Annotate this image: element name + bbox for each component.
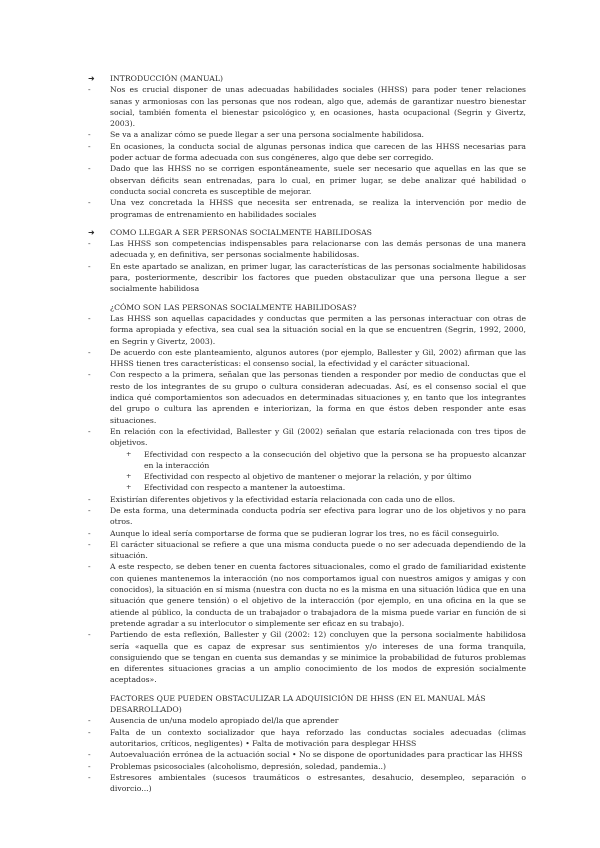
list-item bbox=[88, 715, 526, 726]
plus-bullet: + bbox=[126, 483, 132, 492]
dash-bullet: - bbox=[88, 347, 91, 357]
dash-bullet: - bbox=[88, 141, 91, 151]
dash-bullet: - bbox=[88, 750, 91, 760]
dash-bullet: - bbox=[88, 85, 91, 95]
item-text: Existirían diferentes objetivos y la efectividad estaría relacionada con cada uno de ellos. bbox=[110, 494, 456, 504]
item-text: Autoevaluación errónea de la actuación social • No se dispone de oportunidades para practicar las HHSS bbox=[110, 750, 523, 760]
plus-bullet: + bbox=[126, 449, 132, 458]
list-item bbox=[88, 539, 526, 562]
dash-bullet: - bbox=[88, 494, 91, 504]
sub-list-item bbox=[88, 482, 526, 493]
section-heading bbox=[88, 227, 526, 238]
section-como-llegar bbox=[88, 227, 526, 295]
dash-bullet: - bbox=[88, 313, 91, 323]
item-text: A este respecto, se deben tener en cuenta factores situacionales, como el grado de familiaridad existente con quienes mantenemos la interacción (no nos comportamos igual con nuestros amigos y amigas y con conocidos), la situación en sí misma (nuestra con ducta no es la misma en una situación lúdica que en una situación que genere tensión) o el objetivo de la interacción (por ejemplo, en una oficina en la que se atiende al público, la conducta de un trabajador o trabajadora de la misma puede variar en función de si pretende agradar a su interlocutor o simplemente ser eficaz en su trabajo). bbox=[110, 562, 526, 628]
list-item bbox=[88, 727, 526, 750]
dash-bullet: - bbox=[88, 630, 91, 640]
list-item bbox=[88, 84, 526, 129]
heading-text: COMO LLEGAR A SER PERSONAS SOCIALMENTE HABILIDOSAS bbox=[110, 227, 372, 237]
list-item bbox=[88, 494, 526, 505]
sub-list-item bbox=[88, 471, 526, 482]
item-text: Las HHSS son aquellas capacidades y conductas que permiten a las personas interactuar con otras de forma apropiada y efectiva, sea cual sea la situación social en la que se encuentren (Segrin, 1992, 2000, en Segrin y Givertz, 2003). bbox=[110, 313, 526, 346]
section-heading: ¿CÓMO SON LAS PERSONAS SOCIALMENTE HABILIDOSAS? bbox=[110, 302, 357, 312]
section-como-son bbox=[88, 302, 526, 686]
dash-bullet: - bbox=[88, 727, 91, 737]
list-item bbox=[88, 505, 526, 528]
item-text: Se va a analizar cómo se puede llegar a ser una persona socialmente habilidosa. bbox=[110, 130, 424, 140]
item-text: De acuerdo con este planteamiento, algunos autores (por ejemplo, Ballester y Gil, 2002) afirman que las HHSS tienen tres características: el consenso social, la efectividad y el carácter situacional. bbox=[110, 347, 526, 369]
list-item bbox=[88, 426, 526, 449]
list-item bbox=[88, 238, 526, 261]
list-item bbox=[88, 749, 526, 760]
item-text: Aunque lo ideal sería comportarse de forma que se pudieran lograr los tres, no es fácil conseguirlo. bbox=[110, 528, 500, 538]
item-text: Las HHSS son competencias indispensables para relacionarse con las demás personas de una manera adecuada y, en definitiva, ser personas socialmente habilidosas. bbox=[110, 239, 526, 260]
list-item bbox=[88, 772, 526, 795]
item-text: Efectividad con respecto al objetivo de mantener o mejorar la relación, y por último bbox=[144, 472, 472, 482]
dash-bullet: - bbox=[88, 772, 91, 782]
dash-bullet: - bbox=[88, 426, 91, 436]
list-item bbox=[88, 129, 526, 140]
list-item bbox=[88, 561, 526, 629]
dash-bullet: - bbox=[88, 716, 91, 726]
list-item bbox=[88, 163, 526, 197]
section-heading: FACTORES QUE PUEDEN OBSTACULIZAR LA ADQUISICIÓN DE HHSS (EN EL MANUAL MÁS DESARROLLADO) bbox=[110, 693, 486, 715]
dash-bullet: - bbox=[88, 505, 91, 515]
dash-bullet: - bbox=[88, 130, 91, 140]
item-text: En relación con la efectividad, Ballester y Gil (2002) señalan que estaría relacionada con tres tipos de objetivos. bbox=[110, 426, 526, 448]
item-text: Efectividad con respecto a mantener la autoestima. bbox=[144, 483, 346, 493]
item-text: Problemas psicosociales (alcoholismo, depresión, soledad, pandemia..) bbox=[110, 761, 386, 771]
dash-bullet: - bbox=[88, 164, 91, 174]
list-item bbox=[88, 369, 526, 425]
dash-bullet: - bbox=[88, 539, 91, 549]
item-text: Falta de un contexto socializador que haya reforzado las conductas sociales adecuadas (climas autoritarios, críticos, negligentes) • Falta de motivación para desplegar HHSS bbox=[110, 727, 526, 748]
arrow-icon: ➜ bbox=[88, 74, 95, 83]
dash-bullet: - bbox=[88, 239, 91, 249]
list-item bbox=[88, 629, 526, 685]
item-text: Dado que las HHSS no se corrigen espontáneamente, suele ser necesario que aquellas en las que se observan déficits sean entrenadas, para lo cual, en primer lugar, se debe analizar qué habilidad o conducta social concreta es susceptible de mejorar. bbox=[110, 164, 526, 196]
arrow-icon: ➜ bbox=[88, 227, 95, 237]
item-text: Efectividad con respecto a la consecución del objetivo que la persona se ha propuesto alcanzar en la interacción bbox=[144, 449, 526, 470]
item-text: Nos es crucial disponer de unas adecuadas habilidades sociales (HHSS) para poder tener relaciones sanas y armoniosas con las personas que nos rodean, algo que, además de garantizar nuestro bienestar social, también fomenta el bienestar psicológico y, en ocasiones, hasta ocupacional (Segrin y Givertz, 2003). bbox=[110, 85, 526, 129]
dash-bullet: - bbox=[88, 198, 91, 208]
dash-bullet: - bbox=[88, 562, 91, 572]
item-text: El carácter situacional se refiere a que una misma conducta puede o no ser adecuada dependiendo de la situación. bbox=[110, 539, 526, 561]
section-factores bbox=[88, 693, 526, 795]
document-body bbox=[88, 73, 526, 794]
item-text: Partiendo de esta reflexión, Ballester y Gil (2002: 12) concluyen que la persona socialmente habilidosa sería «aquella que es capaz de expresar sus sentimientos y/o intereses de una forma tranquila, consiguiendo que se tengan en cuenta sus demandas y se minimice la probabilidad de futuros problemas en diferentes situaciones gracias a un amplio conocimiento de los modos de expresión socialmente aceptados». bbox=[110, 630, 526, 685]
item-text: Con respecto a la primera, señalan que las personas tienden a responder por medio de conductas que el resto de los integrantes de su grupo o cultura consideran adecuadas. Así, es el consenso social el que indica qué comportamientos son adecuados en determinadas situaciones y, en tanto que los integrantes del grupo o cultura las aprenden e interiorizan, la forma en que éstos deben responder ante esas situaciones. bbox=[110, 370, 526, 425]
dash-bullet: - bbox=[88, 261, 91, 271]
list-item bbox=[88, 197, 526, 220]
item-text: En ocasiones, la conducta social de algunas personas indica que carecen de las HHSS necesarias para poder actuar de forma adecuada con sus congéneres, algo que debe ser corregido. bbox=[110, 141, 526, 163]
item-text: En este apartado se analizan, en primer lugar, las características de las personas socialmente habilidosas para, posteriormente, describir los factores que pueden obstaculizar que una persona llegue a ser socialmente habilidosa bbox=[110, 261, 526, 294]
section-heading bbox=[88, 73, 526, 84]
list-item bbox=[88, 347, 526, 370]
sub-list-item bbox=[88, 449, 526, 472]
list-item bbox=[88, 761, 526, 772]
dash-bullet: - bbox=[88, 761, 91, 771]
heading-text: INTRODUCCIÓN (MANUAL) bbox=[110, 74, 223, 83]
section-introduccion bbox=[88, 73, 526, 220]
item-text: Una vez concretada la HHSS que necesita ser entrenada, se realiza la intervención por medio de programas de entrenamiento en habilidades sociales bbox=[110, 198, 526, 219]
list-item bbox=[88, 528, 526, 539]
item-text: Estresores ambientales (sucesos traumáticos o estresantes, desahucio, desempleo, separación o divorcio...) bbox=[110, 772, 526, 794]
list-item bbox=[88, 141, 526, 164]
item-text: Ausencia de un/una modelo apropiado del/la que aprender bbox=[110, 716, 339, 726]
list-item bbox=[88, 313, 526, 347]
item-text: De esta forma, una determinada conducta podría ser efectiva para lograr uno de los objetivos y no para otros. bbox=[110, 505, 526, 527]
dash-bullet: - bbox=[88, 370, 91, 380]
plus-bullet: + bbox=[126, 472, 132, 481]
list-item bbox=[88, 261, 526, 295]
dash-bullet: - bbox=[88, 528, 91, 538]
